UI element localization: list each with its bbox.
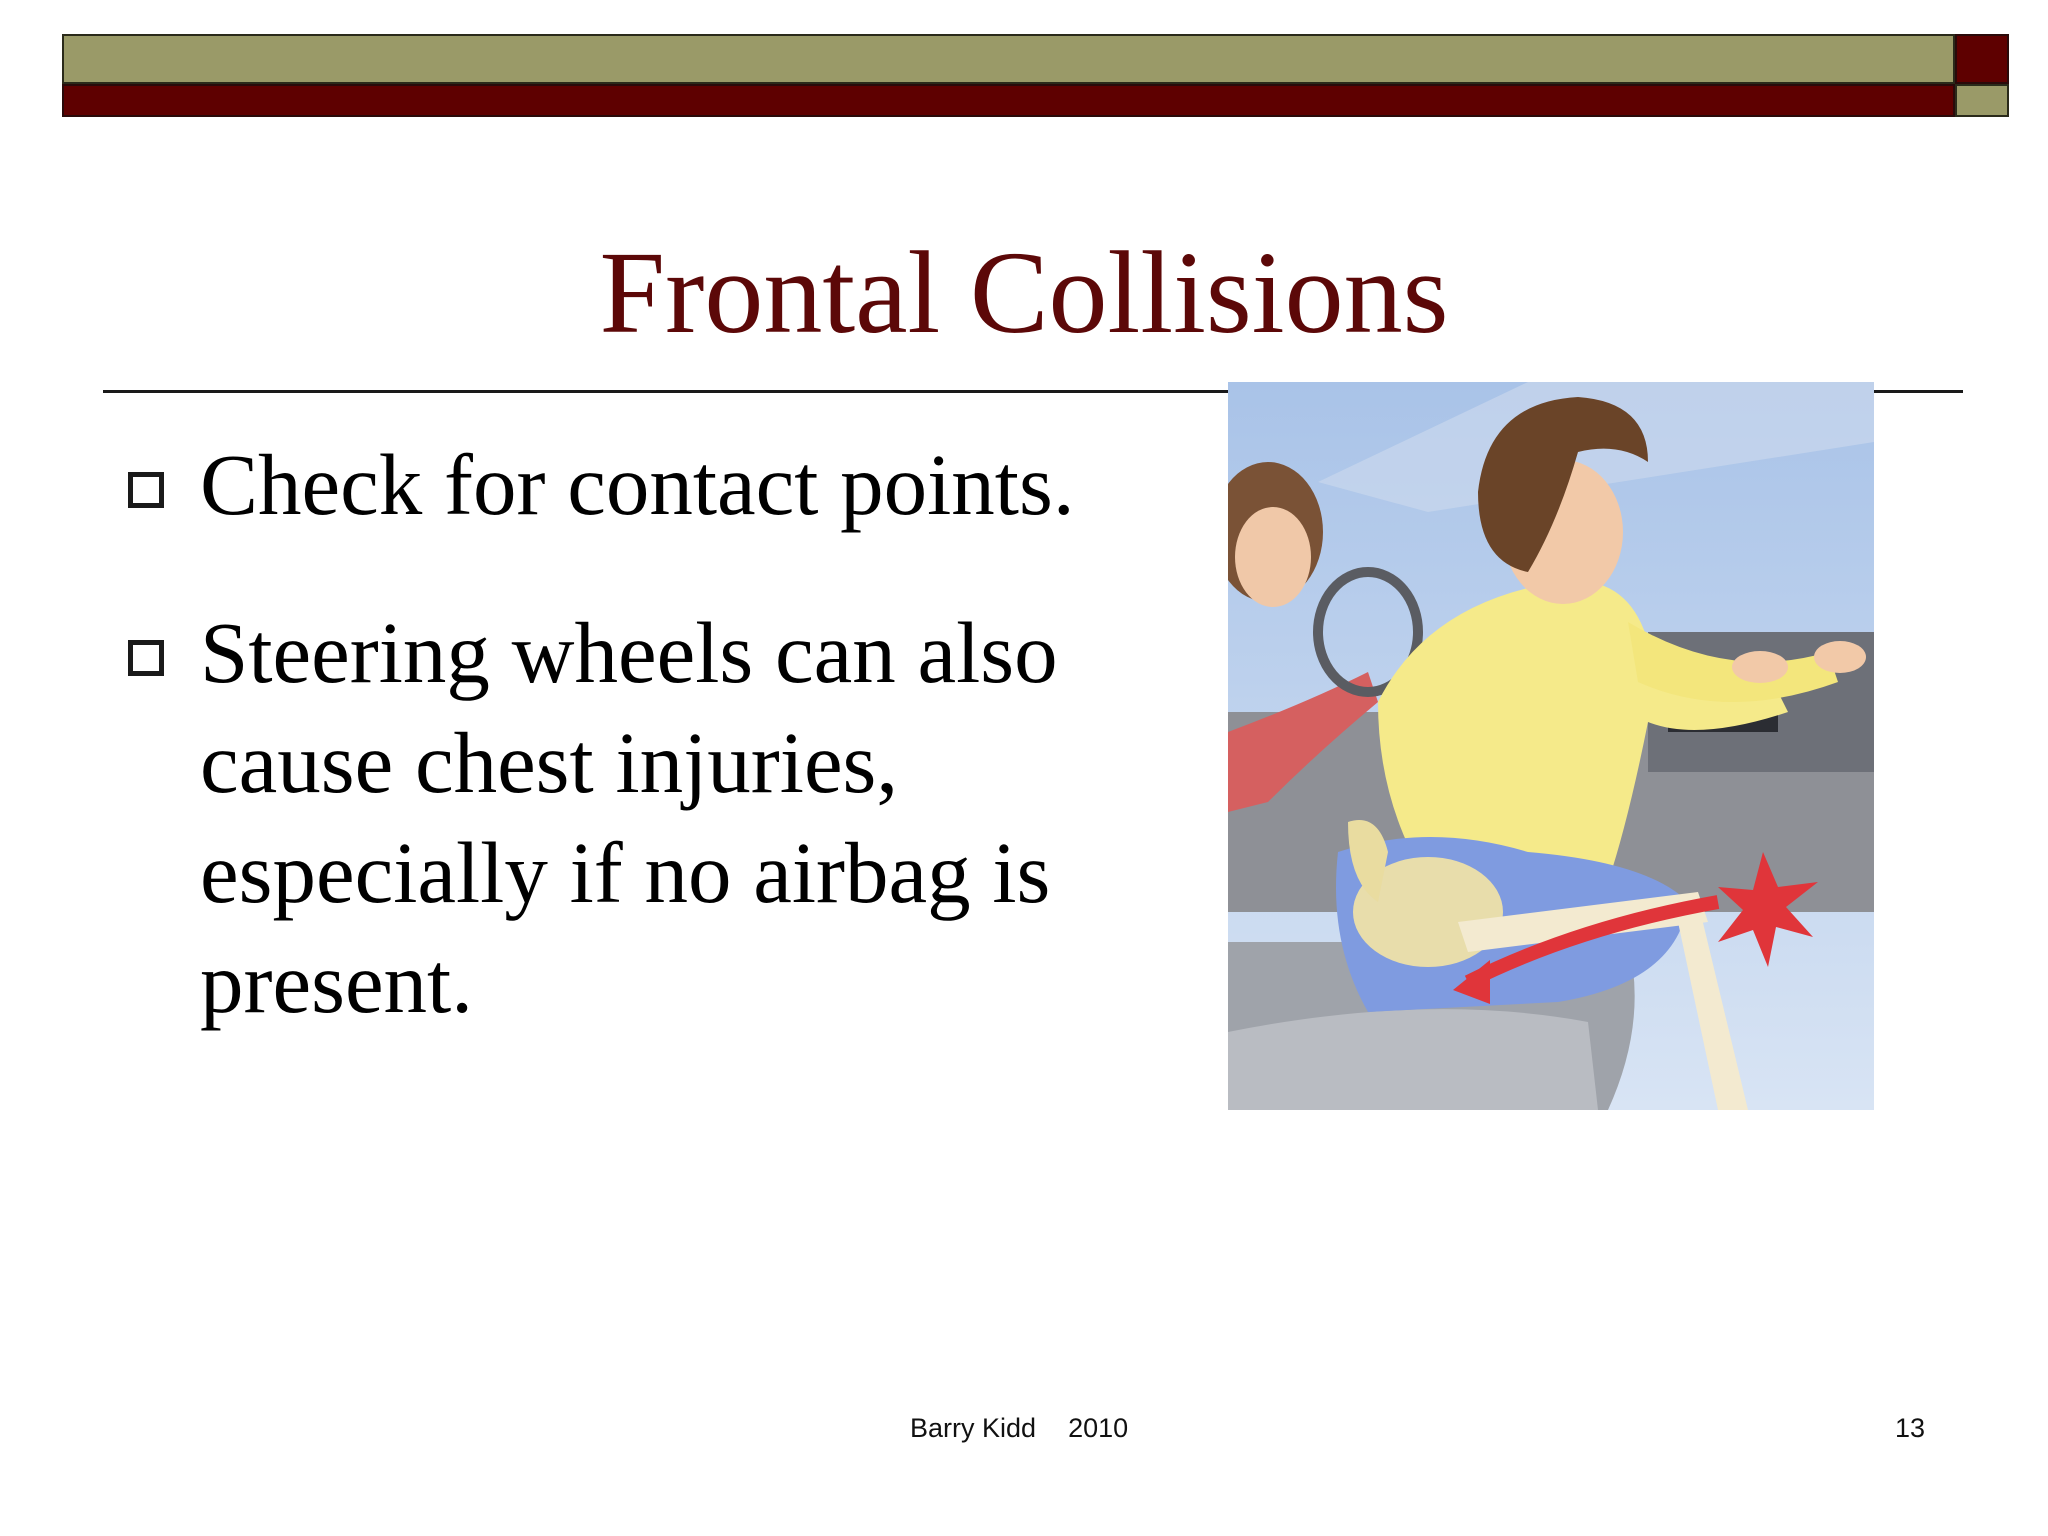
- hollow-square-bullet-icon: [128, 472, 164, 508]
- bullet-item: [128, 598, 1188, 1038]
- slide-footer: [910, 1413, 1128, 1444]
- banner-olive-band: [62, 34, 1955, 84]
- slide-title: Frontal Collisions: [599, 227, 1449, 358]
- hollow-square-bullet-icon: [128, 640, 164, 676]
- footer-year: 2010: [1068, 1413, 1129, 1443]
- bullet-text: Check for contact points.: [200, 436, 1075, 533]
- bullet-text: Steering wheels can also cause chest injuries, especially if no airbag is present.: [200, 604, 1058, 1031]
- header-banner: [62, 34, 2009, 117]
- banner-olive-square: [1955, 84, 2009, 117]
- page-number: 13: [1895, 1413, 1926, 1443]
- bullet-list: [128, 430, 1188, 1096]
- frontal-collision-illustration: [1228, 382, 1874, 1110]
- banner-maroon-band: [62, 84, 1955, 117]
- footer-author: Barry Kidd: [910, 1413, 1037, 1443]
- bullet-item: [128, 430, 1188, 540]
- banner-maroon-square: [1955, 34, 2009, 84]
